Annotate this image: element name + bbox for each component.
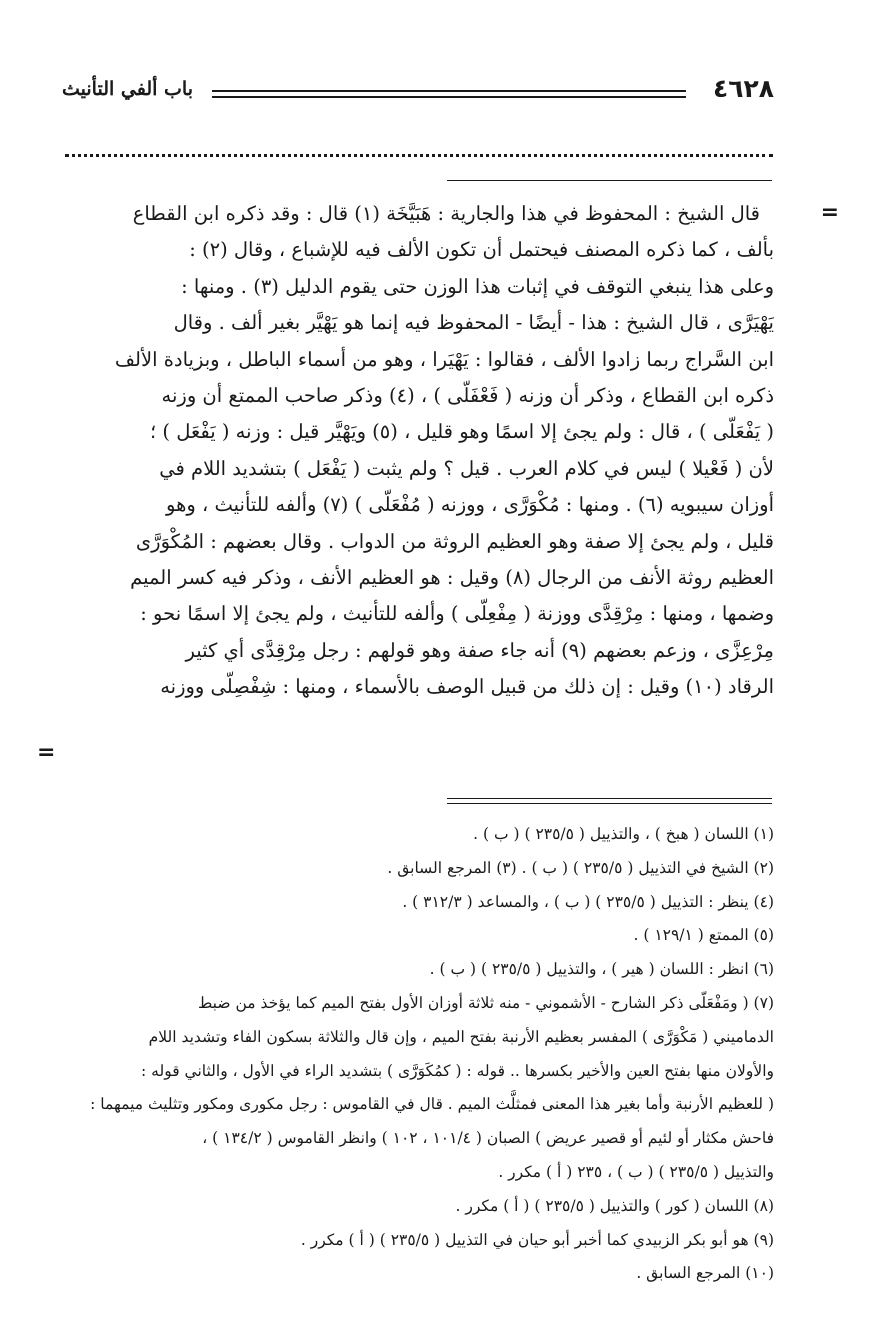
footnote-line: (١) اللسان ( هبخ ) ، والتذييل ( ٢٣٥/٥ ) ( ب ) .	[473, 825, 774, 843]
footnote-line: ( للعظيم الأرنبة وأما بغير هذا المعنى فمثلَّث الميم . قال في القاموس : رجل مكورى ومكور وتثليث ميمهما :	[90, 1095, 774, 1114]
footnote-line: (٧) ( ومَفْعَلّى ذكر الشارح - الأشموني - منه ثلاثة أوزان الأول بفتح الميم كما يؤخذ من ضبط	[197, 993, 774, 1012]
text-line: العظيم روثة الأنف من الرجال (٨) وقيل : هو العظيم الأنف ، وذكر فيه كسر الميم	[130, 565, 774, 589]
text-line: لأن ( فَعْيلا ) ليس في كلام العرب . قيل ؟ ولم يثبت ( يَفْعَل ) بتشديد اللام في	[159, 456, 774, 480]
header-double-rule	[212, 90, 686, 98]
footnote-line: (٤) ينظر : التذييل ( ٢٣٥/٥ ) ( ب ) ، والمساعد ( ٣١٢/٣ ) .	[402, 892, 774, 911]
footnote-line: والأولان منها بفتح العين والأخير بكسرها .. قوله : ( كمُكَوَرَّى ) بتشديد الراء في الأول ، والثاني قوله :	[141, 1061, 774, 1080]
footnote-line: الدماميني ( مَكْوَرَّى ) المفسر بعظيم الأرنبة بفتح الميم ، وإن قال والثلاثة بسكون الفاء وتشديد اللام	[148, 1027, 774, 1046]
text-line: ابن السَّراج ربما زادوا الألف ، فقالوا : يَهْيَرا ، وهو من أسماء الباطل ، وبزيادة الألف	[114, 347, 774, 371]
text-line: بألف ، كما ذكره المصنف فيحتمل أن تكون الألف فيه للإشباع ، وقال (٢) :	[189, 238, 774, 262]
section-rule	[447, 180, 772, 181]
text-line: يَهْيَرَّى ، قال الشيخ : هذا - أيضًا - المحفوظ فيه إنما هو يَهْيَّر بغير ألف . وقال	[173, 311, 774, 335]
text-line: ذكره ابن القطاع ، وذكر أن وزنه ( فَعْفَلّى ) ، (٤) وذكر صاحب الممتع أن وزنه	[161, 383, 774, 407]
text-line: ( يَفْعَلّى ) ، قال : ولم يجئ إلا اسمًا وهو قليل ، (٥) ويَهْيَّر قيل : وزنه ( يَفْعَل ) ؛	[149, 420, 774, 444]
text-line: مِرْعِزَّى ، وزعم بعضهم (٩) أنه جاء صفة وهو قولهم : رجل مِرْقِدَّى أي كثير	[185, 638, 774, 662]
text-line: وضمها ، ومنها : مِرْقِدَّى ووزنة ( مِفْعِلّى ) وألفه للتأنيث ، ولم يجئ إلا اسمًا نحو :	[140, 602, 774, 626]
text-line: قليل ، ولم يجئ إلا صفة وهو العظيم الروثة من الدواب . وقال بعضهم : المُكْوَرَّى	[135, 529, 774, 553]
text-line: قال الشيخ : المحفوظ في هذا والجارية : هَبَيَّخَة (١) قال : وقد ذكره ابن القطاع	[132, 202, 760, 225]
footnote-line: (١٠) المرجع السابق .	[636, 1264, 774, 1283]
chapter-title: باب ألفي التأنيث	[62, 78, 193, 100]
footnote-line: (٦) انظر : اللسان ( هير ) ، والتذييل ( ٢٣٥/٥ ) ( ب ) .	[429, 960, 774, 979]
text-line: أوزان سيبويه (٦) . ومنها : مُكْوَرَّى ، ووزنه ( مُفْعَلّى ) (٧) وألفه للتأنيث ، وهو	[166, 493, 774, 517]
footnote-line: فاحش مكثار أو لئيم أو قصير عريض ) الصبان ( ١٠١/٤ ، ١٠٢ ) وانظر القاموس ( ١٣٤/٢ ) ،	[202, 1129, 774, 1148]
dotted-separator	[65, 154, 773, 157]
text-line: وعلى هذا ينبغي التوقف في إثبات هذا الوزن حتى يقوم الدليل (٣) . ومنها :	[181, 274, 774, 298]
continuation-mark-top: =	[820, 200, 839, 225]
running-header	[62, 72, 774, 112]
page-number: ٤٦٢٨	[712, 74, 774, 103]
footnote-line: (٥) الممتع ( ١٢٩/١ ) .	[633, 926, 774, 945]
footnote-line: (٨) اللسان ( كور ) والتذييل ( ٢٣٥/٥ ) ( أ ) مكرر .	[455, 1196, 774, 1215]
footnote-line: (٩) هو أبو بكر الزبيدي كما أخبر أبو حيان في التذييل ( ٢٣٥/٥ ) ( أ ) مكرر .	[300, 1230, 774, 1249]
main-text	[62, 196, 774, 705]
footnotes	[62, 818, 774, 1291]
footnote-line: (٢) الشيخ في التذييل ( ٢٣٥/٥ ) ( ب ) . (٣) المرجع السابق .	[387, 858, 774, 877]
text-line: الرقاد (١٠) وقيل : إن ذلك من قبيل الوصف بالأسماء ، ومنها : شِفْصِلّى ووزنه	[160, 675, 774, 699]
continuation-mark-bottom: =	[37, 740, 56, 765]
footnote-separator	[447, 798, 772, 804]
footnote-line: والتذييل ( ٢٣٥/٥ ) ( ب ) ، ٢٣٥ ( أ ) مكرر .	[498, 1162, 774, 1181]
